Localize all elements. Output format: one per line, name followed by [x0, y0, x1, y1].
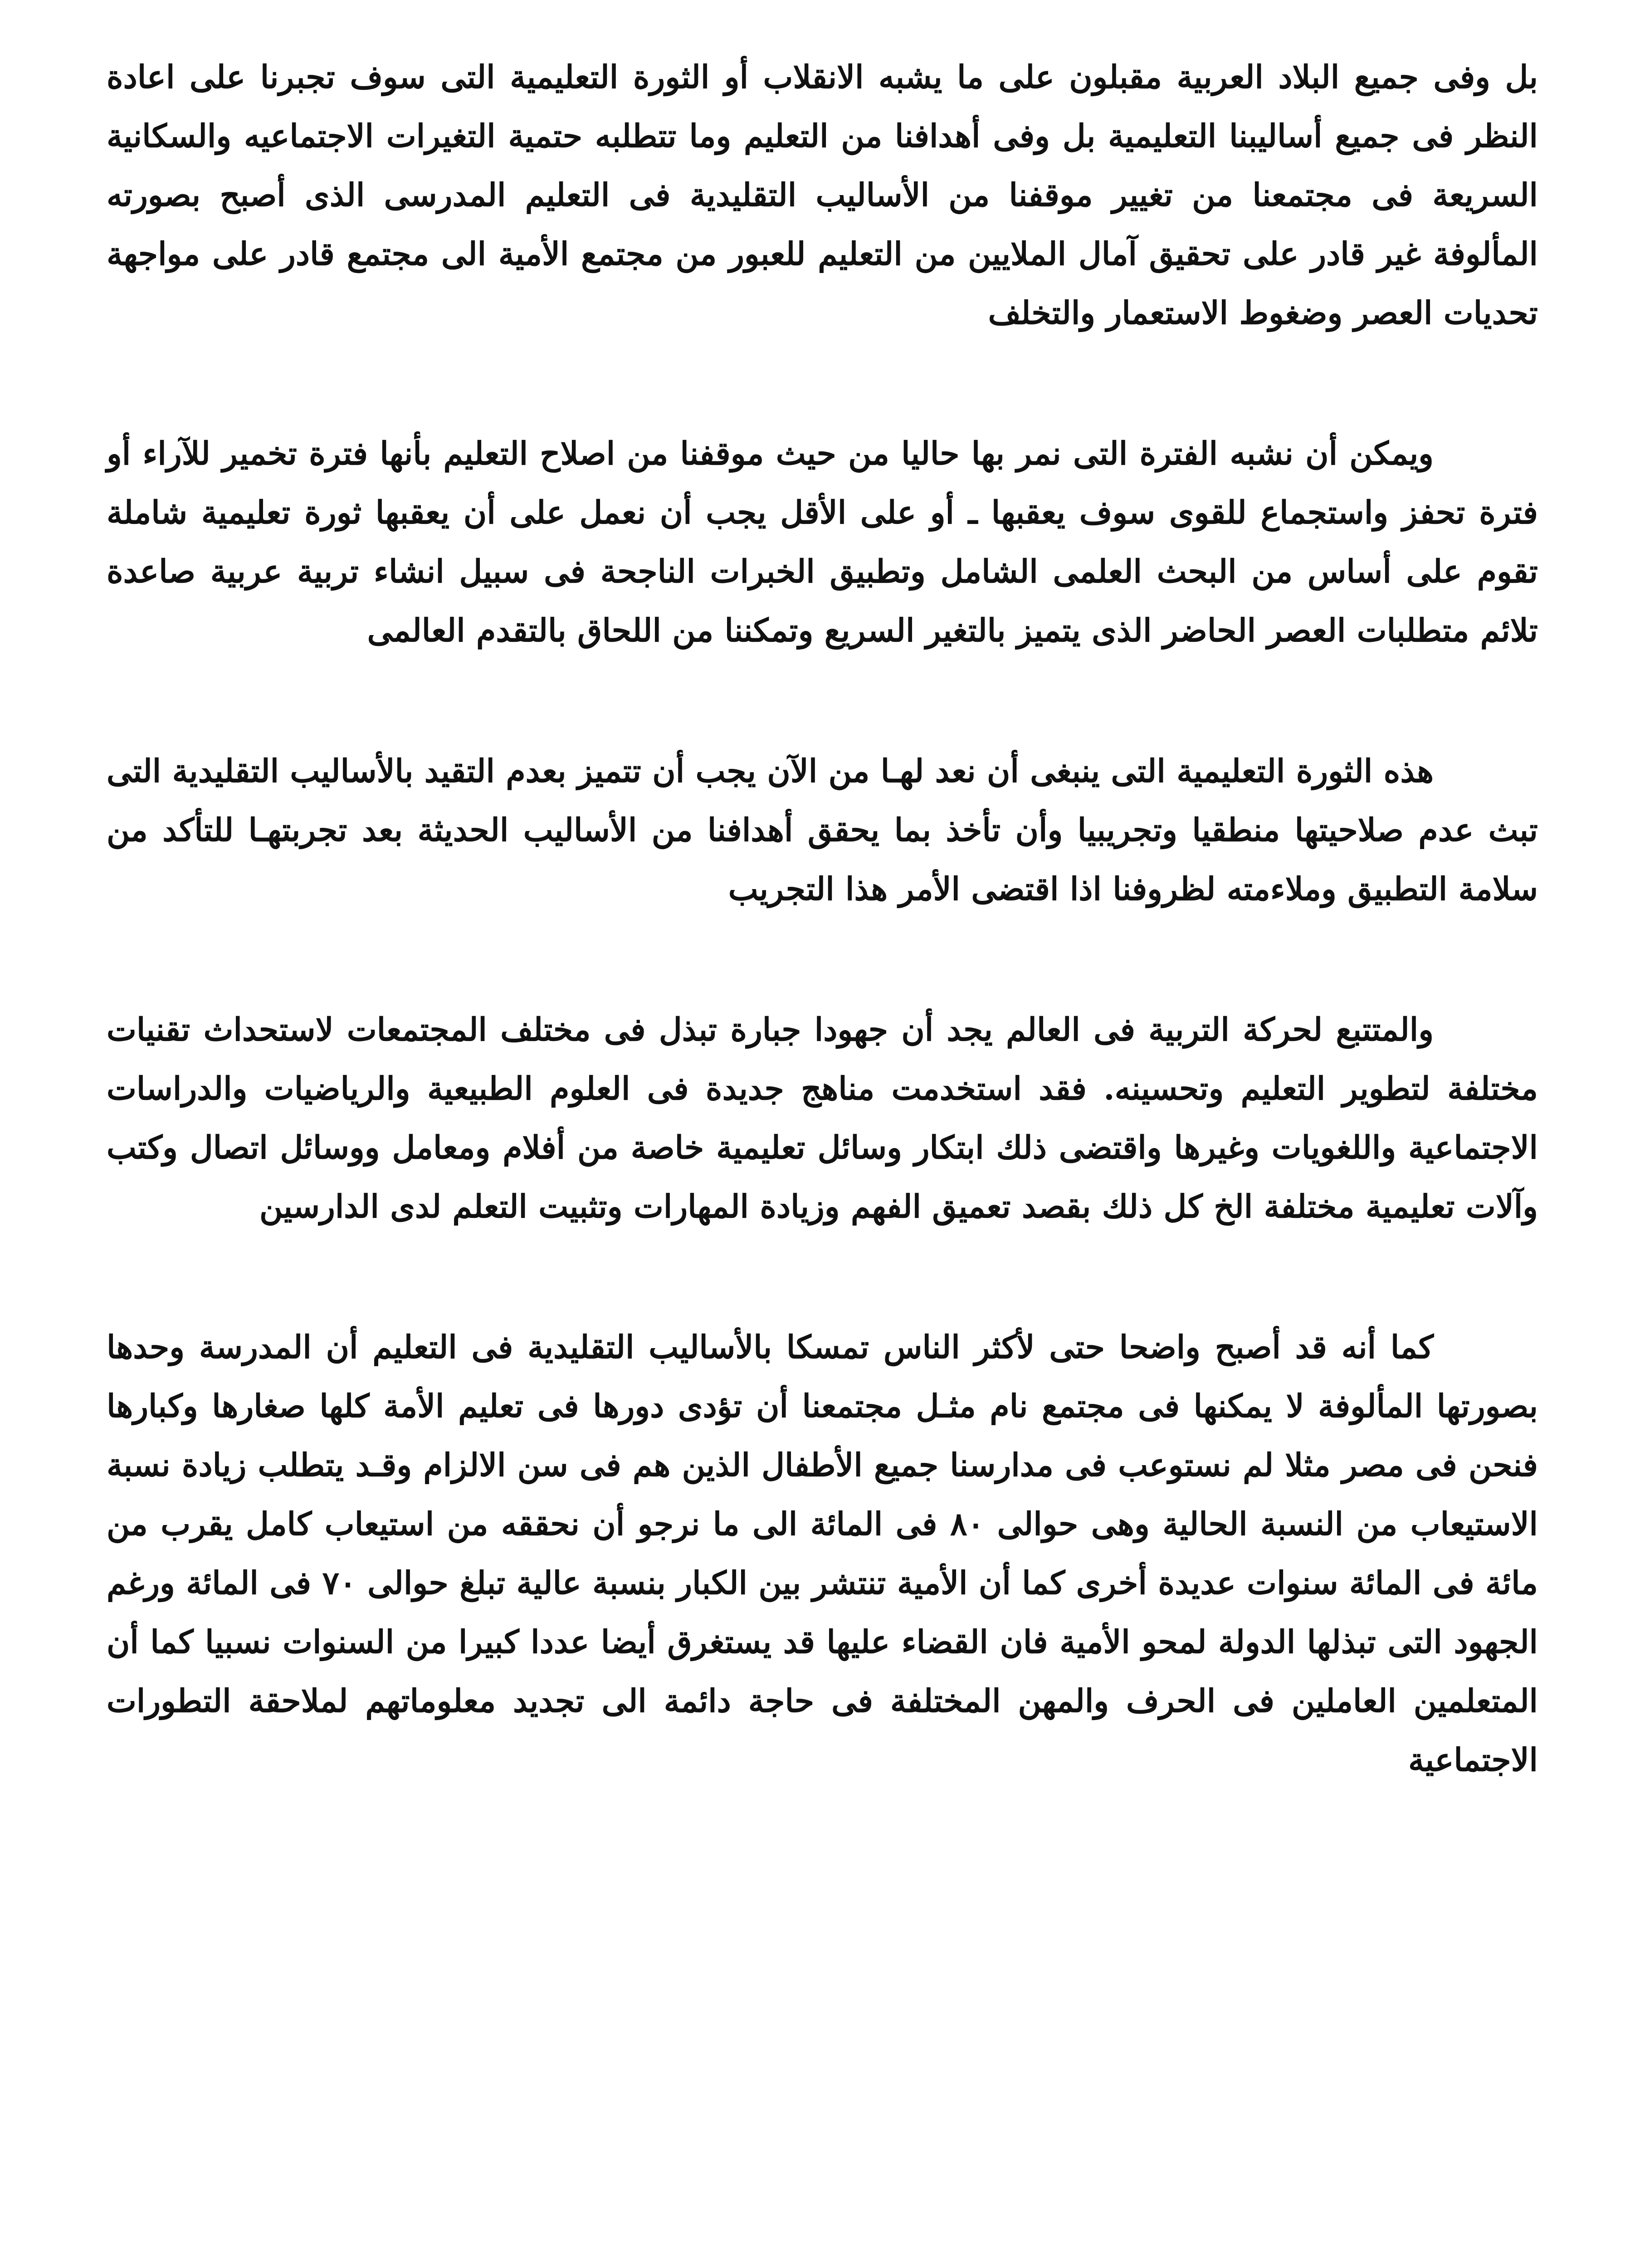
paragraph-3: هذه الثورة التعليمية التى ينبغى أن نعد لهـا من الآن يجب أن تتميز بعدم التقيد بالأساليب التقليدية التى تبث عدم صلاحيتها منطقيا وتجريبيا وأن تأخذ بما يحقق أهدافنا من الأساليب الحديثة بعد تجربتهـا للتأكد من سلامة التطبيق وملاءمته لظروفنا اذا اقتضى الأمر هذا التجريب — [107, 752, 1538, 908]
body-text — [107, 48, 1538, 1789]
paragraph-2: ويمكن أن نشبه الفترة التى نمر بها حاليا من حيث موقفنا من اصلاح التعليم بأنها فترة تخمير للآراء أو فترة تحفز واستجماع للقوى سوف يعقبها ـ أو على الأقل يجب أن نعمل على أن يعقبها ثورة تعليمية شاملة تقوم على أساس من البحث العلمى الشامل وتطبيق الخبرات الناجحة فى سبيل انشاء تربية عربية صاعدة تلائم متطلبات العصر الحاضر الذى يتميز بالتغير السريع وتمكننا من اللحاق بالتقدم العالمى — [107, 435, 1538, 649]
paragraph-1: بل وفى جميع البلاد العربية مقبلون على ما يشبه الانقلاب أو الثورة التعليمية التى سوف تجبرنا على اعادة النظر فى جميع أساليبنا التعليمية بل وفى أهدافنا من التعليم وما تتطلبه حتمية التغيرات الاجتماعيه والسكانية السريعة فى مجتمعنا من تغيير موقفنا من الأساليب التقليدية فى التعليم المدرسى الذى أصبح بصورته المألوفة غير قادر على تحقيق آمال الملايين من التعليم للعبور من مجتمع الأمية الى مجتمع قادر على مواجهة تحديات العصر وضغوط الاستعمار والتخلف — [107, 58, 1538, 332]
paragraph-5: كما أنه قد أصبح واضحا حتى لأكثر الناس تمسكا بالأساليب التقليدية فى التعليم أن المدرسة وحدها بصورتها المألوفة لا يمكنها فى مجتمع نام مثـل مجتمعنا أن تؤدى دورها فى تعليم الأمة كلها صغارها وكبارها فنحن فى مصر مثلا لم نستوعب فى مدارسنا جميع الأطفال الذين هم فى سن الالزام وقـد يتطلب زيادة نسبة الاستيعاب من النسبة الحالية وهى حوالى ٨٠ فى المائة الى ما نرجو أن نحققه من استيعاب كامل يقرب من مائة فى المائة سنوات عديدة أخرى كما أن الأمية تنتشر بين الكبار بنسبة عالية تبلغ حوالى ٧٠ فى المائة ورغم الجهود التى تبذلها الدولة لمحو الأمية فان القضاء عليها قد يستغرق أيضا عددا كبيرا من السنوات نسبيا كما أن المتعلمين العاملين فى الحرف والمهن المختلفة فى حاجة دائمة الى تجديد معلوماتهم لملاحقة التطورات الاجتماعية — [107, 1328, 1538, 1779]
paragraph-4: والمتتبع لحركة التربية فى العالم يجد أن جهودا جبارة تبذل فى مختلف المجتمعات لاستحداث تقنيات مختلفة لتطوير التعليم وتحسينه. فقد استخدمت مناهج جديدة فى العلوم الطبيعية والرياضيات والدراسات الاجتماعية واللغويات وغيرها واقتضى ذلك ابتكار وسائل تعليمية خاصة من أفلام ومعامل ووسائل اتصال وكتب وآلات تعليمية مختلفة الخ كل ذلك بقصد تعميق الفهم وزيادة المهارات وتثبيت التعلم لدى الدارسين — [107, 1011, 1538, 1225]
